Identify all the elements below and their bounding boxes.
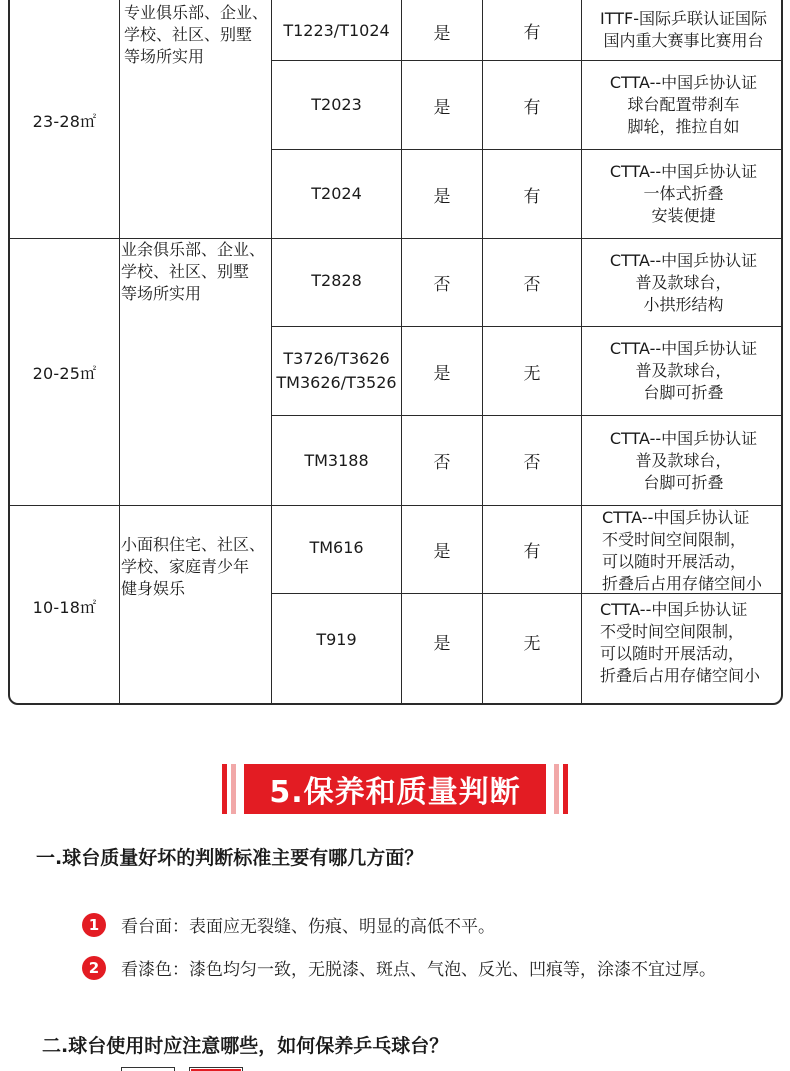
area-text: 20-25㎡ <box>32 363 97 383</box>
usage-cell <box>120 0 271 238</box>
title-bar-decoration <box>563 764 568 814</box>
cert-line: 可以随时开展活动， <box>602 551 747 571</box>
question-heading: 二.球台使用时应注意哪些，如何保养乒乓球台？ <box>42 1035 449 1057</box>
model-cell <box>272 150 401 238</box>
usage-line: 专业俱乐部、企业、 <box>124 3 269 22</box>
brake-cell <box>483 416 581 505</box>
flag-text: 是 <box>433 23 451 44</box>
cert-cell <box>582 594 783 705</box>
cert-line: CTTA--中国乒协认证 <box>609 339 758 358</box>
model-cell <box>272 506 401 593</box>
cert-line: 普及款球台， <box>635 361 732 380</box>
flag-text: 有 <box>523 186 541 207</box>
list-item <box>82 912 495 937</box>
flag-text: 是 <box>433 363 451 384</box>
flag-text: 否 <box>523 453 541 473</box>
cert-line: 安装便捷 <box>651 206 716 225</box>
section-title-banner <box>222 764 568 814</box>
model-text: T2024 <box>311 184 362 203</box>
usage-line: 健身娱乐 <box>121 579 186 598</box>
stock-cell <box>402 0 482 60</box>
model-text: T919 <box>316 629 357 649</box>
brake-cell <box>483 327 581 415</box>
usage-line: 等场所实用 <box>121 284 202 303</box>
cert-line: CTTA--中国乒协认证 <box>609 428 758 448</box>
cert-line: CTTA--中国乒协认证 <box>602 507 750 527</box>
title-bar-decoration <box>231 764 236 814</box>
section-title: 5.保养和质量判断 <box>244 764 546 814</box>
stock-cell <box>402 506 482 593</box>
usage-line: 等场所实用 <box>124 47 205 66</box>
model-text: TM3188 <box>304 450 369 470</box>
model-text: TM3626/T3526 <box>276 373 397 392</box>
brake-cell <box>483 150 581 238</box>
cropped-box-decoration <box>121 1067 175 1071</box>
title-bar-decoration <box>554 764 559 814</box>
flag-text: 是 <box>433 542 451 562</box>
model-cell <box>272 327 401 415</box>
flag-text: 是 <box>433 186 451 207</box>
model-text: TM616 <box>309 537 364 557</box>
list-item-text: 看台面：表面应无裂缝、伤痕、明显的高低不平。 <box>121 917 495 937</box>
cert-line: 不受时间空间限制， <box>602 529 747 549</box>
cert-cell <box>582 416 783 505</box>
usage-cell <box>120 506 271 705</box>
question-heading: 一.球台质量好坏的判断标准主要有哪几方面？ <box>36 847 424 869</box>
model-cell <box>272 594 401 705</box>
flag-text: 无 <box>523 634 541 654</box>
flag-text: 否 <box>433 275 451 295</box>
area-cell <box>10 239 119 505</box>
cert-line: 球台配置带刹车 <box>627 95 740 114</box>
area-cell <box>10 506 119 705</box>
model-text: T1223/T1024 <box>283 21 390 40</box>
flag-text: 是 <box>433 634 451 654</box>
stock-cell <box>402 150 482 238</box>
stock-cell <box>402 327 482 415</box>
stock-cell <box>402 61 482 149</box>
cert-line: 可以随时开展活动， <box>600 643 745 663</box>
cert-cell <box>582 506 783 593</box>
model-text: T3726/T3626 <box>283 349 390 368</box>
usage-line: 小面积住宅、社区、 <box>121 535 266 554</box>
cert-line: ITTF-国际乒联认证国际 <box>600 9 767 28</box>
model-cell <box>272 61 401 149</box>
cert-line: CTTA--中国乒协认证 <box>609 250 758 270</box>
usage-line: 业余俱乐部、企业、 <box>121 240 266 259</box>
usage-line: 学校、社区、别墅 <box>121 262 250 281</box>
model-cell <box>272 0 401 60</box>
list-item <box>82 955 716 980</box>
cert-line: 脚轮，推拉自如 <box>627 117 740 136</box>
area-cell <box>10 0 119 238</box>
cert-line: 普及款球台， <box>635 272 732 292</box>
list-item-text: 看漆色：漆色均匀一致，无脱漆、斑点、气泡、反光、凹痕等，涂漆不宜过厚。 <box>121 960 716 980</box>
cert-cell <box>582 150 783 238</box>
cert-line: 折叠后占用存储空间小 <box>602 573 763 593</box>
title-bar-decoration <box>222 764 227 814</box>
cert-line: 不受时间空间限制， <box>600 621 745 641</box>
stock-cell <box>402 416 482 505</box>
cert-line: CTTA--中国乒协认证 <box>600 599 748 619</box>
flag-text: 无 <box>523 363 541 384</box>
model-cell <box>272 239 401 326</box>
number-badge: 2 <box>82 956 106 980</box>
usage-line: 学校、家庭青少年 <box>121 557 250 576</box>
usage-cell <box>120 239 271 505</box>
cert-line: 折叠后占用存储空间小 <box>600 665 761 685</box>
number-badge: 1 <box>82 913 106 937</box>
area-text: 23-28㎡ <box>32 111 97 131</box>
brake-cell <box>483 239 581 326</box>
brake-cell <box>483 0 581 60</box>
flag-text: 是 <box>433 97 451 118</box>
flag-text: 有 <box>523 22 541 43</box>
cert-line: 台脚可折叠 <box>643 472 724 492</box>
cert-cell <box>582 327 783 415</box>
cert-line: 普及款球台， <box>635 450 732 470</box>
cert-line: 台脚可折叠 <box>643 383 724 402</box>
stock-cell <box>402 239 482 326</box>
usage-line: 学校、社区、别墅 <box>124 25 253 44</box>
cert-cell <box>582 239 783 326</box>
cert-cell <box>582 61 783 149</box>
flag-text: 有 <box>523 542 541 562</box>
cert-line: CTTA--中国乒协认证 <box>609 162 758 181</box>
cert-cell <box>582 0 783 60</box>
stock-cell <box>402 594 482 705</box>
model-text: T2023 <box>311 95 362 114</box>
cert-line: 一体式折叠 <box>643 184 724 203</box>
flag-text: 否 <box>433 453 451 473</box>
area-text: 10-18㎡ <box>32 598 97 617</box>
cert-line: 小拱形结构 <box>643 294 724 314</box>
cert-line: CTTA--中国乒协认证 <box>609 73 758 92</box>
brake-cell <box>483 594 581 705</box>
model-text: T2828 <box>311 270 362 290</box>
model-cell <box>272 416 401 505</box>
cert-line: 国内重大赛事比赛用台 <box>603 31 764 50</box>
brake-cell <box>483 506 581 593</box>
brake-cell <box>483 61 581 149</box>
flag-text: 有 <box>523 97 541 118</box>
flag-text: 否 <box>523 275 541 295</box>
spec-table <box>8 0 783 705</box>
